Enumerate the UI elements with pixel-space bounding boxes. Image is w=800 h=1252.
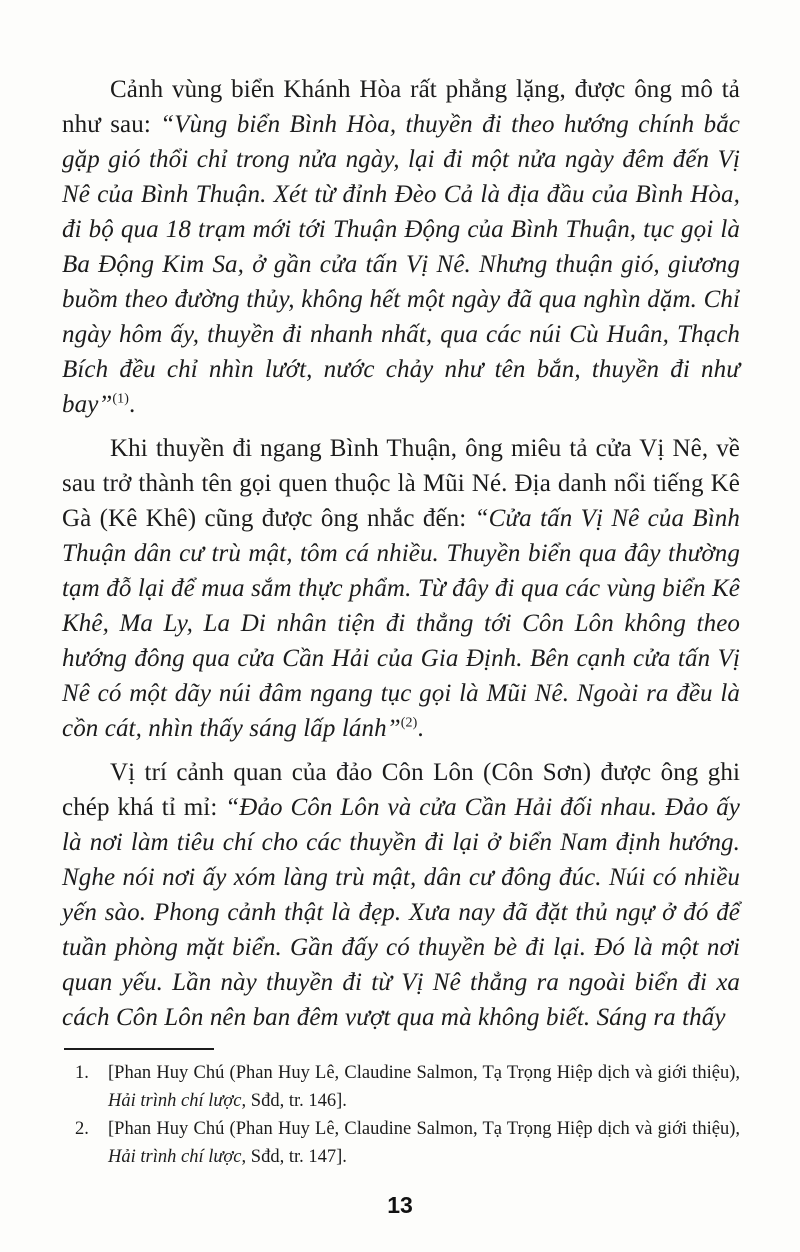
footnote-text <box>108 1115 740 1171</box>
footnote-citation: [Phan Huy Chú (Phan Huy Lê, Claudine Salmon, Tạ Trọng Hiệp dịch và giới thiệu), <box>108 1119 740 1139</box>
paragraph-lead: Khi thuyền đi ngang Bình Thuận, ông miêu tả cửa Vị Nê, về sau trở thành tên gọi quen thuộc là Mũi Né. Địa danh nổi tiếng Kê Gà (Kê Khê) cũng được ông nhắc đến: <box>62 435 740 532</box>
paragraph <box>62 431 740 746</box>
footnote-citation: [Phan Huy Chú (Phan Huy Lê, Claudine Salmon, Tạ Trọng Hiệp dịch và giới thiệu), <box>108 1063 740 1083</box>
quote-text: “Cửa tấn Vị Nê của Bình Thuận dân cư trù mật, tôm cá nhiều. Thuyền biển qua đây thường tạm đỗ lại để mua sắm thực phẩm. Từ đây đi qua các vùng biển Kê Khê, Ma Ly, La Di nhân tiện đi thẳng tới Côn Lôn không theo hướng đông qua cửa Cần Hải của Gia Định. Bên cạnh cửa tấn Vị Nê có một dãy núi đâm ngang tục gọi là Mũi Nê. Ngoài ra đều là cồn cát, nhìn thấy sáng lấp lánh” <box>62 505 740 742</box>
paragraph-lead: Vị trí cảnh quan của đảo Côn Lôn (Côn Sơn) được ông ghi chép khá tỉ mỉ: <box>62 759 740 821</box>
footnote-citation-tail: , Sđd, tr. 147]. <box>241 1147 347 1167</box>
footnote-number: 1. <box>75 1063 89 1083</box>
footnote-item <box>62 1059 740 1115</box>
footnotes-section <box>62 1048 740 1171</box>
footnote-ref-2: (2) <box>400 715 418 731</box>
footnote-number: 2. <box>75 1119 89 1139</box>
sentence-end: . <box>129 391 136 418</box>
page-body-text <box>62 72 740 1035</box>
page-number: 13 <box>387 1192 413 1218</box>
footnote-item <box>62 1115 740 1171</box>
footnote-citation-tail: , Sđd, tr. 146]. <box>241 1091 347 1111</box>
paragraph-lead: Cảnh vùng biển Khánh Hòa rất phẳng lặng, được ông mô tả như sau: <box>62 76 740 138</box>
quote-text: “Đảo Côn Lôn và cửa Cần Hải đối nhau. Đảo ấy là nơi làm tiêu chí cho các thuyền đi lại ở biển Nam định hướng. Nghe nói nơi ấy xóm làng trù mật, dân cư đông đúc. Núi có nhiều yến sào. Phong cảnh thật là đẹp. Xưa nay đã đặt thủ ngự ở đó để tuần phòng mặt biển. Gần đấy có thuyền bè đi lại. Đó là một nơi quan yếu. Lần này thuyền đi từ Vị Nê thẳng ra ngoài biển đi xa cách Côn Lôn nên ban đêm vượt qua mà không biết. Sáng ra thấy <box>62 794 740 1031</box>
footnote-text <box>108 1059 740 1115</box>
footnote-work-title: Hải trình chí lược <box>108 1091 242 1111</box>
paragraph <box>62 755 740 1035</box>
footnote-divider <box>64 1048 214 1050</box>
footnote-ref-1: (1) <box>112 391 130 407</box>
quote-text: “Vùng biển Bình Hòa, thuyền đi theo hướng chính bắc gặp gió thổi chỉ trong nửa ngày, lại đi một nửa ngày đêm đến Vị Nê của Bình Thuận. Xét từ đỉnh Đèo Cả là địa đầu của Bình Hòa, đi bộ qua 18 trạm mới tới Thuận Động của Bình Thuận, tục gọi là Ba Động Kim Sa, ở gần cửa tấn Vị Nê. Nhưng thuận gió, giương buồm theo đường thủy, không hết một ngày đã qua nghìn dặm. Chỉ ngày hôm ấy, thuyền đi nhanh nhất, qua các núi Cù Huân, Thạch Bích đều chỉ nhìn lướt, nước chảy như tên bắn, thuyền đi như bay” <box>62 111 740 418</box>
sentence-end: . <box>417 715 424 742</box>
footnote-work-title: Hải trình chí lược <box>108 1147 242 1167</box>
paragraph <box>62 72 740 422</box>
